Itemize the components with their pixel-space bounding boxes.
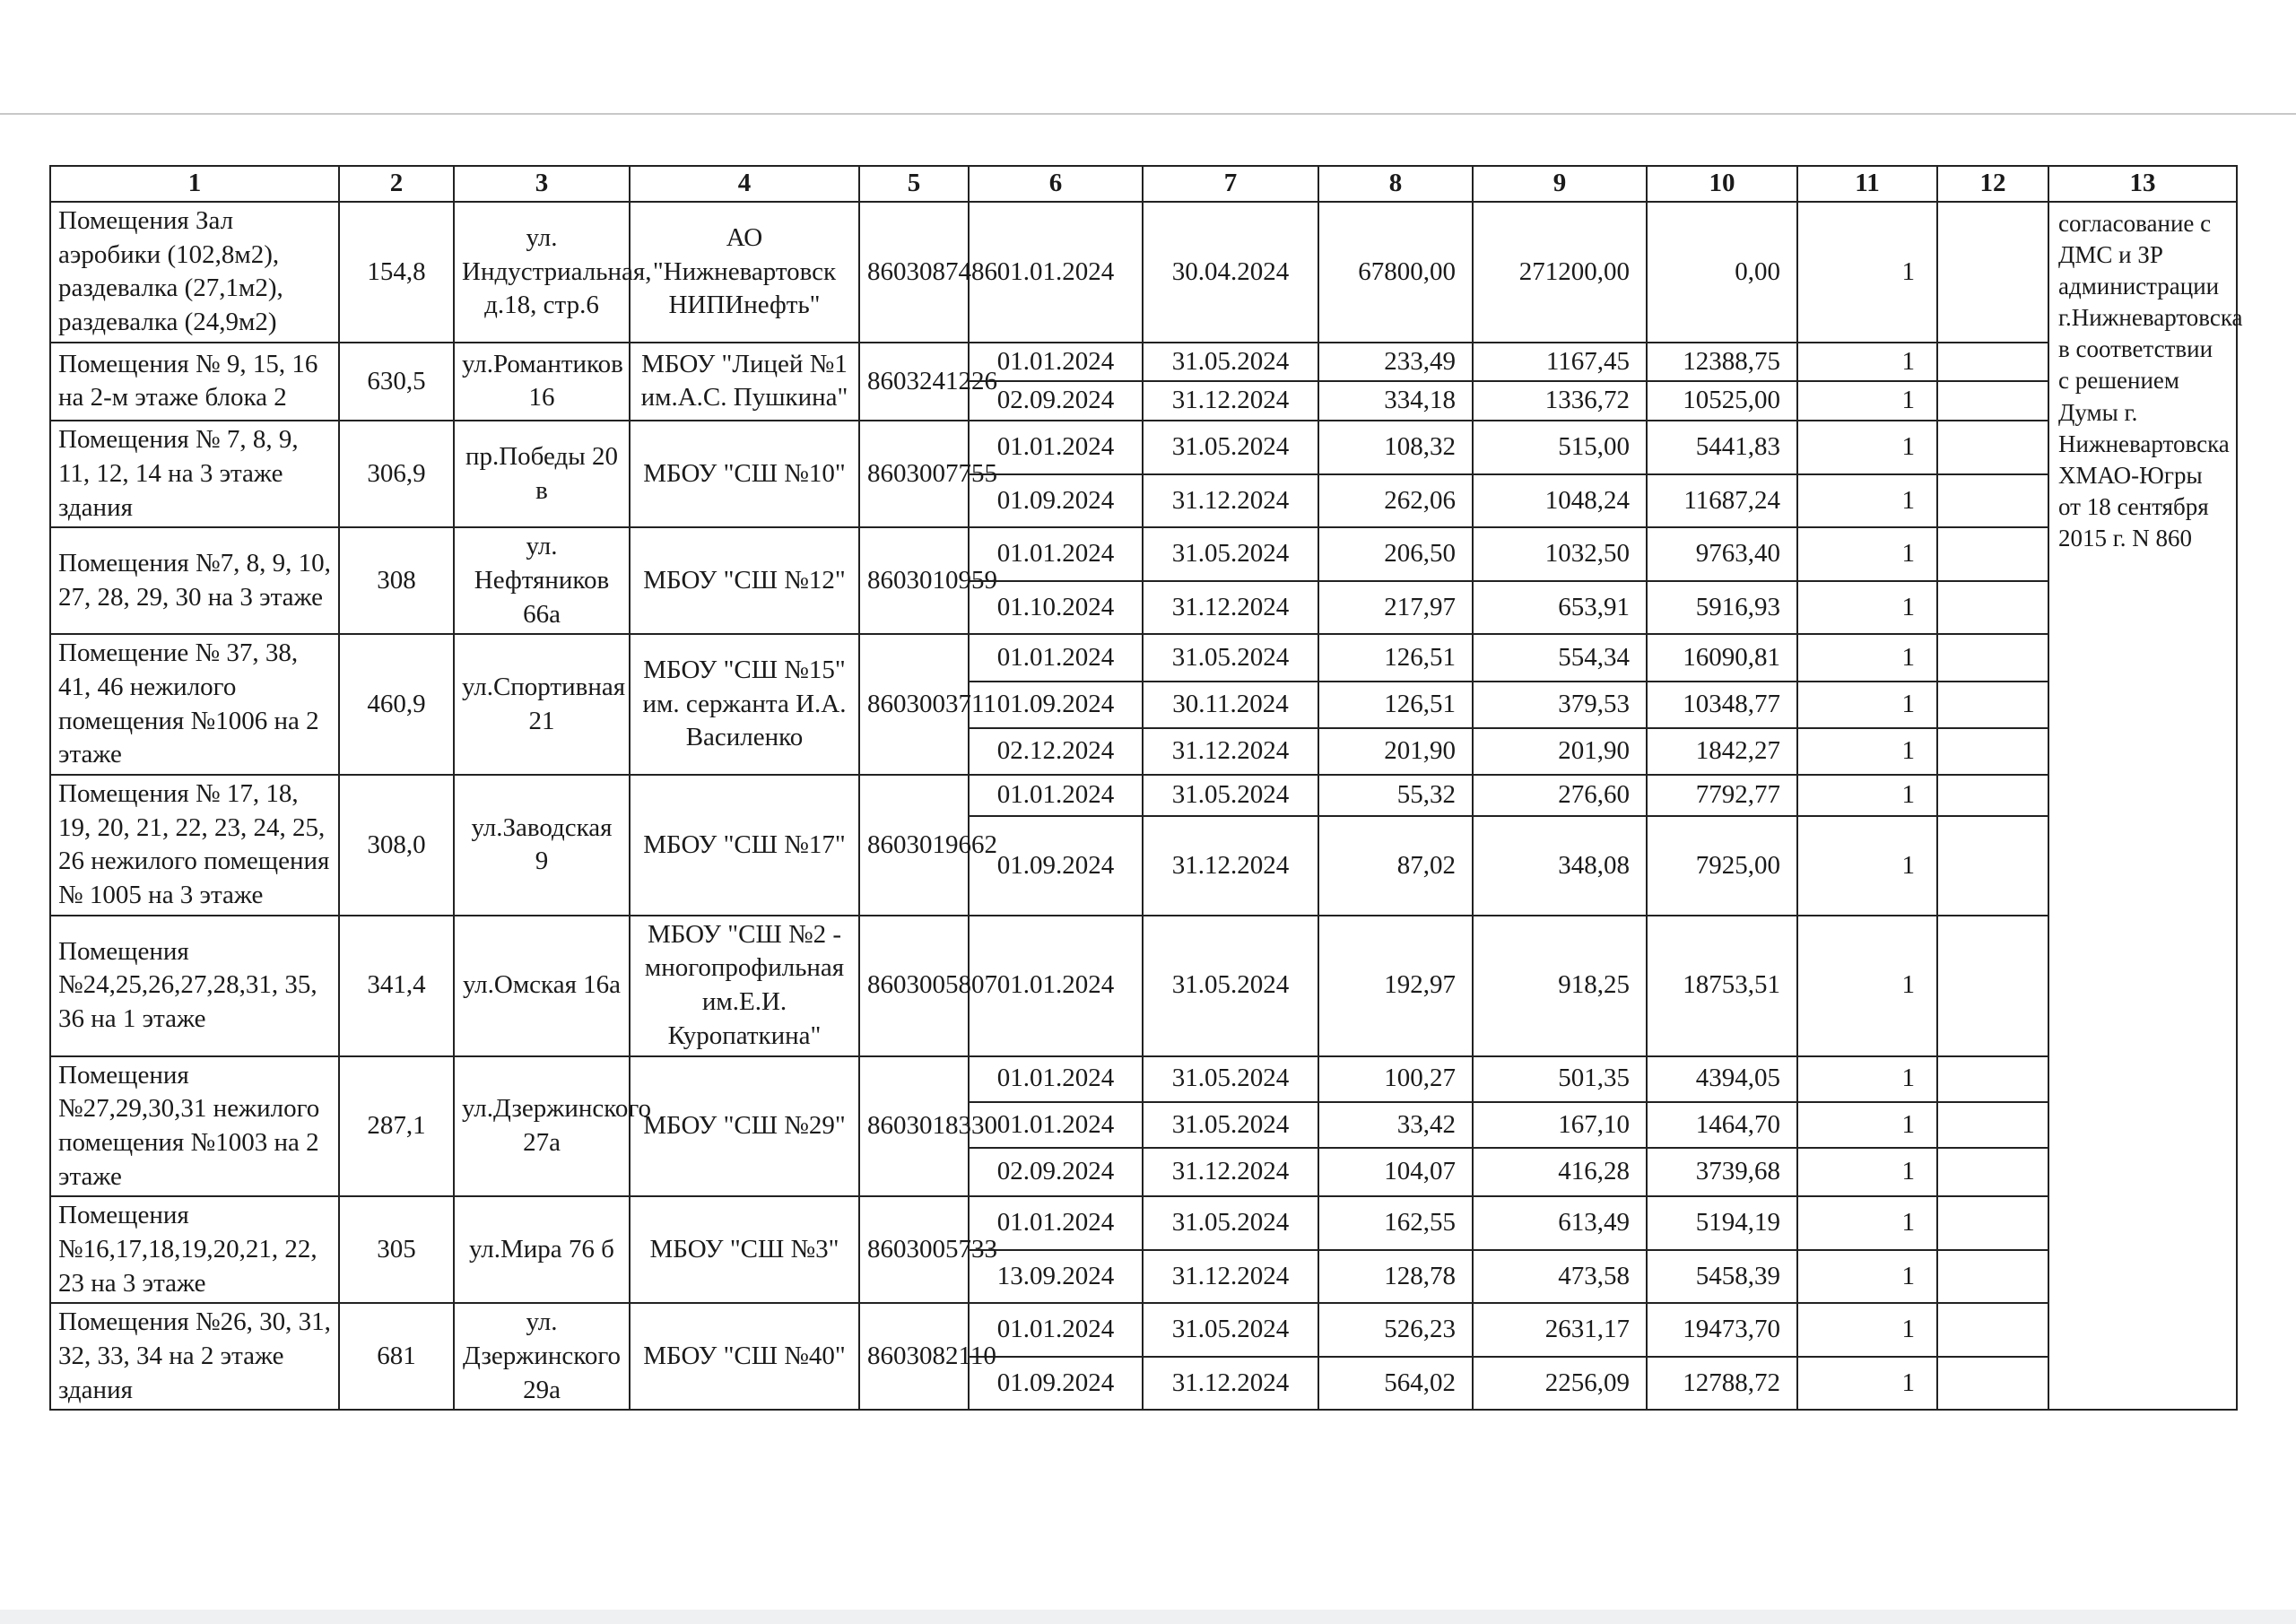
- end-date-cell: 31.05.2024: [1143, 1303, 1318, 1357]
- sum-cell: 501,35: [1473, 1056, 1647, 1102]
- start-date-cell: 01.01.2024: [969, 1102, 1143, 1148]
- table-row: [50, 1056, 2237, 1102]
- start-date-cell: 01.01.2024: [969, 916, 1143, 1056]
- inn-cell: 8603003711: [859, 634, 969, 775]
- sum-cell: 918,25: [1473, 916, 1647, 1056]
- organization-cell: МБОУ "СШ №10": [630, 421, 859, 527]
- start-date-cell: 01.01.2024: [969, 202, 1143, 343]
- table-row: [50, 775, 2237, 816]
- sum-cell: 379,53: [1473, 682, 1647, 728]
- column-header: 12: [1937, 166, 2048, 202]
- area-cell: 308: [339, 527, 454, 634]
- organization-cell: МБОУ "СШ №3": [630, 1196, 859, 1303]
- empty-cell-12: [1937, 1148, 2048, 1196]
- rate-cell: 162,55: [1318, 1196, 1473, 1250]
- count-cell: 1: [1797, 381, 1937, 421]
- end-date-cell: 31.05.2024: [1143, 343, 1318, 382]
- sum-cell: 2631,17: [1473, 1303, 1647, 1357]
- count-cell: 1: [1797, 916, 1937, 1056]
- end-date-cell: 31.12.2024: [1143, 1148, 1318, 1196]
- total-cell: 12788,72: [1647, 1357, 1797, 1411]
- premises-cell: Помещения №16,17,18,19,20,21, 22, 23 на 3 этаже: [50, 1196, 339, 1303]
- sum-cell: 613,49: [1473, 1196, 1647, 1250]
- table-row: [50, 1196, 2237, 1250]
- start-date-cell: 02.12.2024: [969, 728, 1143, 775]
- address-cell: ул.Дзержинского 27а: [454, 1056, 630, 1197]
- end-date-cell: 31.12.2024: [1143, 1357, 1318, 1411]
- total-cell: 0,00: [1647, 202, 1797, 343]
- address-cell: ул.Омская 16а: [454, 916, 630, 1056]
- start-date-cell: 01.01.2024: [969, 775, 1143, 816]
- rate-cell: 206,50: [1318, 527, 1473, 581]
- start-date-cell: 01.01.2024: [969, 1196, 1143, 1250]
- empty-cell-12: [1937, 581, 2048, 635]
- sum-cell: 653,91: [1473, 581, 1647, 635]
- sum-cell: 473,58: [1473, 1250, 1647, 1304]
- organization-cell: МБОУ "СШ №40": [630, 1303, 859, 1410]
- table-row: [50, 421, 2237, 474]
- area-cell: 305: [339, 1196, 454, 1303]
- area-cell: 287,1: [339, 1056, 454, 1197]
- column-header: 8: [1318, 166, 1473, 202]
- sum-cell: 554,34: [1473, 634, 1647, 681]
- table-row: [50, 916, 2237, 1056]
- total-cell: 5916,93: [1647, 581, 1797, 635]
- premises-cell: Помещение № 37, 38, 41, 46 нежилого помещения №1006 на 2 этаже: [50, 634, 339, 775]
- start-date-cell: 01.01.2024: [969, 343, 1143, 382]
- empty-cell-12: [1937, 343, 2048, 382]
- inn-cell: 8603010959: [859, 527, 969, 634]
- premises-cell: Помещения №26, 30, 31, 32, 33, 34 на 2 этаже здания: [50, 1303, 339, 1410]
- column-header: 13: [2048, 166, 2237, 202]
- total-cell: 5194,19: [1647, 1196, 1797, 1250]
- total-cell: 5441,83: [1647, 421, 1797, 474]
- start-date-cell: 02.09.2024: [969, 381, 1143, 421]
- area-cell: 308,0: [339, 775, 454, 916]
- total-cell: 7925,00: [1647, 816, 1797, 915]
- rate-cell: 87,02: [1318, 816, 1473, 915]
- rate-cell: 128,78: [1318, 1250, 1473, 1304]
- sum-cell: 515,00: [1473, 421, 1647, 474]
- count-cell: 1: [1797, 1102, 1937, 1148]
- address-cell: ул.Мира 76 б: [454, 1196, 630, 1303]
- start-date-cell: 01.10.2024: [969, 581, 1143, 635]
- count-cell: 1: [1797, 527, 1937, 581]
- count-cell: 1: [1797, 1250, 1937, 1304]
- rate-cell: 126,51: [1318, 682, 1473, 728]
- empty-cell-12: [1937, 682, 2048, 728]
- rate-cell: 108,32: [1318, 421, 1473, 474]
- empty-cell-12: [1937, 202, 2048, 343]
- page-bottom-edge: [0, 1610, 2296, 1624]
- count-cell: 1: [1797, 343, 1937, 382]
- area-cell: 341,4: [339, 916, 454, 1056]
- premises-cell: Помещения №24,25,26,27,28,31, 35, 36 на 1 этаже: [50, 916, 339, 1056]
- end-date-cell: 30.11.2024: [1143, 682, 1318, 728]
- sum-cell: 1032,50: [1473, 527, 1647, 581]
- rate-cell: 67800,00: [1318, 202, 1473, 343]
- end-date-cell: 31.05.2024: [1143, 1102, 1318, 1148]
- area-cell: 154,8: [339, 202, 454, 343]
- rate-cell: 126,51: [1318, 634, 1473, 681]
- inn-cell: 8603241226: [859, 343, 969, 421]
- count-cell: 1: [1797, 421, 1937, 474]
- premises-cell: Помещения №7, 8, 9, 10, 27, 28, 29, 30 на 3 этаже: [50, 527, 339, 634]
- column-header: 2: [339, 166, 454, 202]
- area-cell: 630,5: [339, 343, 454, 421]
- total-cell: 1464,70: [1647, 1102, 1797, 1148]
- inn-cell: 8603019662: [859, 775, 969, 916]
- sum-cell: 1048,24: [1473, 474, 1647, 528]
- header-row: [50, 166, 2237, 202]
- end-date-cell: 31.12.2024: [1143, 474, 1318, 528]
- count-cell: 1: [1797, 1357, 1937, 1411]
- premises-cell: Помещения Зал аэробики (102,8м2), раздевалка (27,1м2), раздевалка (24,9м2): [50, 202, 339, 343]
- count-cell: 1: [1797, 202, 1937, 343]
- premises-cell: Помещения №27,29,30,31 нежилого помещения №1003 на 2 этаже: [50, 1056, 339, 1197]
- address-cell: ул.Романтиков 16: [454, 343, 630, 421]
- end-date-cell: 31.12.2024: [1143, 381, 1318, 421]
- address-cell: ул. Нефтяников 66а: [454, 527, 630, 634]
- rate-cell: 217,97: [1318, 581, 1473, 635]
- empty-cell-12: [1937, 816, 2048, 915]
- sum-cell: 416,28: [1473, 1148, 1647, 1196]
- empty-cell-12: [1937, 1303, 2048, 1357]
- premises-cell: Помещения № 9, 15, 16 на 2-м этаже блока 2: [50, 343, 339, 421]
- end-date-cell: 31.05.2024: [1143, 634, 1318, 681]
- inn-cell: 8603018330: [859, 1056, 969, 1197]
- premises-cell: Помещения № 7, 8, 9, 11, 12, 14 на 3 этаже здания: [50, 421, 339, 527]
- sum-cell: 271200,00: [1473, 202, 1647, 343]
- end-date-cell: 31.05.2024: [1143, 1196, 1318, 1250]
- empty-cell-12: [1937, 916, 2048, 1056]
- lease-register-table: [49, 165, 2243, 1411]
- count-cell: 1: [1797, 581, 1937, 635]
- rate-cell: 334,18: [1318, 381, 1473, 421]
- total-cell: 9763,40: [1647, 527, 1797, 581]
- empty-cell-12: [1937, 381, 2048, 421]
- empty-cell-12: [1937, 728, 2048, 775]
- start-date-cell: 01.01.2024: [969, 634, 1143, 681]
- count-cell: 1: [1797, 1196, 1937, 1250]
- empty-cell-12: [1937, 1196, 2048, 1250]
- column-header: 11: [1797, 166, 1937, 202]
- start-date-cell: 02.09.2024: [969, 1148, 1143, 1196]
- inn-cell: 8603082110: [859, 1303, 969, 1410]
- page-top-rule: [0, 113, 2296, 115]
- end-date-cell: 31.12.2024: [1143, 816, 1318, 915]
- empty-cell-12: [1937, 1056, 2048, 1102]
- count-cell: 1: [1797, 775, 1937, 816]
- area-cell: 681: [339, 1303, 454, 1410]
- rate-cell: 564,02: [1318, 1357, 1473, 1411]
- count-cell: 1: [1797, 1056, 1937, 1102]
- empty-cell-12: [1937, 1250, 2048, 1304]
- start-date-cell: 01.01.2024: [969, 421, 1143, 474]
- end-date-cell: 31.12.2024: [1143, 1250, 1318, 1304]
- column-header: 1: [50, 166, 339, 202]
- sum-cell: 276,60: [1473, 775, 1647, 816]
- column-header: 4: [630, 166, 859, 202]
- end-date-cell: 31.05.2024: [1143, 527, 1318, 581]
- start-date-cell: 01.09.2024: [969, 816, 1143, 915]
- rate-cell: 233,49: [1318, 343, 1473, 382]
- total-cell: 10525,00: [1647, 381, 1797, 421]
- address-cell: ул.Заводская 9: [454, 775, 630, 916]
- sum-cell: 167,10: [1473, 1102, 1647, 1148]
- count-cell: 1: [1797, 816, 1937, 915]
- sum-cell: 2256,09: [1473, 1357, 1647, 1411]
- inn-cell: 8603087486: [859, 202, 969, 343]
- rate-cell: 104,07: [1318, 1148, 1473, 1196]
- column-header: 3: [454, 166, 630, 202]
- address-cell: ул. Дзержинского 29а: [454, 1303, 630, 1410]
- organization-cell: МБОУ "СШ №29": [630, 1056, 859, 1197]
- total-cell: 11687,24: [1647, 474, 1797, 528]
- total-cell: 12388,75: [1647, 343, 1797, 382]
- count-cell: 1: [1797, 1148, 1937, 1196]
- rate-cell: 201,90: [1318, 728, 1473, 775]
- rate-cell: 100,27: [1318, 1056, 1473, 1102]
- rate-cell: 33,42: [1318, 1102, 1473, 1148]
- count-cell: 1: [1797, 682, 1937, 728]
- start-date-cell: 01.09.2024: [969, 682, 1143, 728]
- column-header: 10: [1647, 166, 1797, 202]
- sum-cell: 1336,72: [1473, 381, 1647, 421]
- organization-cell: МБОУ "СШ №12": [630, 527, 859, 634]
- total-cell: 3739,68: [1647, 1148, 1797, 1196]
- sum-cell: 201,90: [1473, 728, 1647, 775]
- start-date-cell: 01.09.2024: [969, 474, 1143, 528]
- end-date-cell: 31.05.2024: [1143, 775, 1318, 816]
- total-cell: 5458,39: [1647, 1250, 1797, 1304]
- organization-cell: МБОУ "Лицей №1 им.А.С. Пушкина": [630, 343, 859, 421]
- sum-cell: 1167,45: [1473, 343, 1647, 382]
- start-date-cell: 01.01.2024: [969, 527, 1143, 581]
- table-row: [50, 527, 2237, 581]
- address-cell: ул.Спортивная 21: [454, 634, 630, 775]
- total-cell: 1842,27: [1647, 728, 1797, 775]
- end-date-cell: 31.05.2024: [1143, 1056, 1318, 1102]
- area-cell: 306,9: [339, 421, 454, 527]
- start-date-cell: 13.09.2024: [969, 1250, 1143, 1304]
- column-header: 6: [969, 166, 1143, 202]
- address-cell: ул. Индустриальная, д.18, стр.6: [454, 202, 630, 343]
- rate-cell: 192,97: [1318, 916, 1473, 1056]
- end-date-cell: 30.04.2024: [1143, 202, 1318, 343]
- empty-cell-12: [1937, 474, 2048, 528]
- rate-cell: 262,06: [1318, 474, 1473, 528]
- count-cell: 1: [1797, 634, 1937, 681]
- column-header: 9: [1473, 166, 1647, 202]
- premises-cell: Помещения № 17, 18, 19, 20, 21, 22, 23, 24, 25, 26 нежилого помещения № 1005 на 3 этаже: [50, 775, 339, 916]
- count-cell: 1: [1797, 1303, 1937, 1357]
- total-cell: 18753,51: [1647, 916, 1797, 1056]
- empty-cell-12: [1937, 1357, 2048, 1411]
- table-row: [50, 343, 2237, 382]
- count-cell: 1: [1797, 474, 1937, 528]
- table-row: [50, 634, 2237, 681]
- empty-cell-12: [1937, 1102, 2048, 1148]
- rate-cell: 55,32: [1318, 775, 1473, 816]
- sum-cell: 348,08: [1473, 816, 1647, 915]
- organization-cell: МБОУ "СШ №17": [630, 775, 859, 916]
- empty-cell-12: [1937, 634, 2048, 681]
- end-date-cell: 31.12.2024: [1143, 581, 1318, 635]
- total-cell: 7792,77: [1647, 775, 1797, 816]
- table-row: [50, 1303, 2237, 1357]
- organization-cell: МБОУ "СШ №15" им. сержанта И.А. Василенко: [630, 634, 859, 775]
- note-cell: согласование с ДМС и ЗР администрации г.Нижневартовска в соответствии с решением Думы г. Нижневартовска ХМАО-Югры от 18 сентября 2015 г. N 860: [2048, 202, 2237, 1410]
- organization-cell: МБОУ "СШ №2 - многопрофильная им.Е.И. Куропаткина": [630, 916, 859, 1056]
- total-cell: 4394,05: [1647, 1056, 1797, 1102]
- address-cell: пр.Победы 20 в: [454, 421, 630, 527]
- inn-cell: 8603007755: [859, 421, 969, 527]
- total-cell: 10348,77: [1647, 682, 1797, 728]
- table-row: [50, 202, 2237, 343]
- empty-cell-12: [1937, 421, 2048, 474]
- end-date-cell: 31.05.2024: [1143, 421, 1318, 474]
- column-header: 5: [859, 166, 969, 202]
- area-cell: 460,9: [339, 634, 454, 775]
- start-date-cell: 01.01.2024: [969, 1056, 1143, 1102]
- empty-cell-12: [1937, 527, 2048, 581]
- end-date-cell: 31.12.2024: [1143, 728, 1318, 775]
- count-cell: 1: [1797, 728, 1937, 775]
- total-cell: 19473,70: [1647, 1303, 1797, 1357]
- column-header: 7: [1143, 166, 1318, 202]
- start-date-cell: 01.09.2024: [969, 1357, 1143, 1411]
- organization-cell: АО "Нижневартовск НИПИнефть": [630, 202, 859, 343]
- rate-cell: 526,23: [1318, 1303, 1473, 1357]
- empty-cell-12: [1937, 775, 2048, 816]
- start-date-cell: 01.01.2024: [969, 1303, 1143, 1357]
- inn-cell: 8603005733: [859, 1196, 969, 1303]
- total-cell: 16090,81: [1647, 634, 1797, 681]
- inn-cell: 8603005807: [859, 916, 969, 1056]
- end-date-cell: 31.05.2024: [1143, 916, 1318, 1056]
